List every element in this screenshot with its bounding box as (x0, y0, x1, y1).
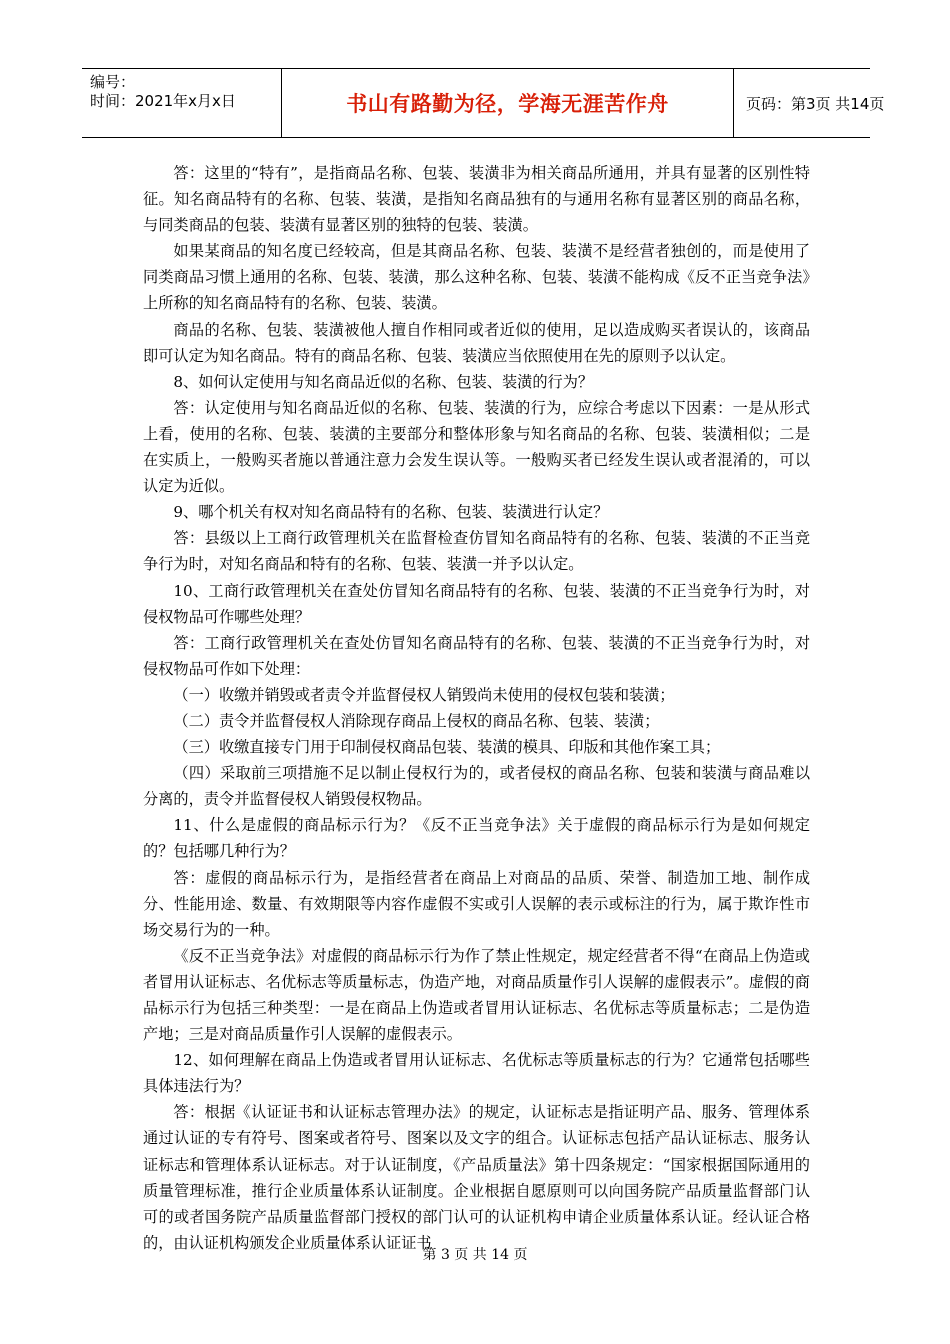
header-motto-cell (282, 69, 734, 137)
question-heading: 10、工商行政管理机关在查处仿冒知名商品特有的名称、包装、装潢的不正当竞争行为时，对侵权物品可作哪些处理？ (143, 581, 810, 626)
question-heading: 9、哪个机关有权对知名商品特有的名称、包装、装潢进行认定？ (173, 503, 609, 522)
question-heading: 8、如何认定使用与知名商品近似的名称、包装、装潢的行为？ (173, 372, 594, 391)
page-footer: 第 3 页 共 14 页 (422, 1247, 528, 1263)
paragraph: 如果某商品的知名度已经较高，但是其商品名称、包装、装潢不是经营者独创的，而是使用了同类商品习惯上通用的名称、包装、装潢，那么这种名称、包装、装潢不能构成《反不正当竞争法》上所称的知名商品特有的名称、包装、装潢。 (143, 242, 810, 313)
document-number-label: 编号： (90, 73, 136, 91)
paragraph: 答：这里的“特有”，是指商品名称、包装、装潢非为相关商品所通用，并具有显著的区别性特征。知名商品特有的名称、包装、装潢，是指知名商品独有的与通用名称有显著区别的商品名称，与同类商品的包装、装潢有显著区别的独特的包装、装潢。 (143, 164, 810, 235)
page-header (82, 68, 885, 138)
header-motto: 书山有路勤为径，学海无涯苦作舟 (346, 92, 669, 116)
header-page-info: 页码：第3页 共14页 (746, 94, 885, 113)
header-meta (82, 69, 282, 137)
list-item: （一）收缴并销毁或者责令并监督侵权人销毁尚未使用的侵权包装和装潢； (173, 685, 675, 704)
paragraph: 答：虚假的商品标示行为，是指经营者在商品上对商品的品质、荣誉、制造加工地、制作成分、性能用途、数量、有效期限等内容作虚假不实或引人误解的表示或标注的行为，属于欺诈性市场交易行为的一种。 (143, 868, 810, 939)
paragraph: 答：县级以上工商行政管理机关在监督检查仿冒知名商品特有的名称、包装、装潢的不正当竞争行为时，对知名商品和特有的名称、包装、装潢一并予以认定。 (143, 529, 810, 574)
document-body (143, 160, 810, 1256)
document-date: 时间：2021年x月x日 (90, 92, 236, 110)
list-item: （三）收缴直接专门用于印制侵权商品包装、装潢的模具、印版和其他作案工具； (173, 738, 721, 757)
paragraph: 答：认定使用与知名商品近似的名称、包装、装潢的行为，应综合考虑以下因素：一是从形式上看，使用的名称、包装、装潢的主要部分和整体形象与知名商品的名称、包装、装潢相似；二是在实质上，一般购买者施以普通注意力会发生误认等。一般购买者已经发生误认或者混淆的，可以认定为近似。 (143, 398, 810, 496)
list-item: （四）采取前三项措施不足以制止侵权行为的，或者侵权的商品名称、包装和装潢与商品难以分离的，责令并监督侵权人销毁侵权物品。 (143, 764, 810, 809)
question-heading: 12、如何理解在商品上伪造或者冒用认证标志、名优标志等质量标志的行为？它通常包括哪些具体违法行为？ (143, 1051, 810, 1096)
question-heading: 11、什么是虚假的商品标示行为？《反不正当竞争法》关于虚假的商品标示行为是如何规定的？包括哪几种行为？ (143, 816, 810, 861)
paragraph: 商品的名称、包装、装潢被他人擅自作相同或者近似的使用，足以造成购买者误认的，该商品即可认定为知名商品。特有的商品名称、包装、装潢应当依照使用在先的原则予以认定。 (143, 320, 810, 365)
list-item: （二）责令并监督侵权人消除现存商品上侵权的商品名称、包装、装潢； (173, 711, 660, 730)
paragraph: 答：工商行政管理机关在查处仿冒知名商品特有的名称、包装、装潢的不正当竞争行为时，对侵权物品可作如下处理： (143, 633, 810, 678)
paragraph: 《反不正当竞争法》对虚假的商品标示行为作了禁止性规定，规定经营者不得“在商品上伪造或者冒用认证标志、名优标志等质量标志，伪造产地，对商品质量作引人误解的虚假表示”。虚假的商品标示行为包括三种类型：一是在商品上伪造或者冒用认证标志、名优标志等质量标志；二是伪造产地；三是对商品质量作引人误解的虚假表示。 (143, 946, 810, 1044)
paragraph: 答：根据《认证证书和认证标志管理办法》的规定，认证标志是指证明产品、服务、管理体系通过认证的专有符号、图案或者符号、图案以及文字的组合。认证标志包括产品认证标志、服务认证标志和管理体系认证标志。对于认证制度，《产品质量法》第十四条规定：“国家根据国际通用的质量管理标准，推行企业质量体系认证制度。企业根据自愿原则可以向国务院产品质量监督部门认可的或者国务院产品质量监督部门授权的部门认可的认证机构申请企业质量体系认证。经认证合格的，由认证机构颁发企业质量体系认证证书 (143, 1103, 810, 1252)
